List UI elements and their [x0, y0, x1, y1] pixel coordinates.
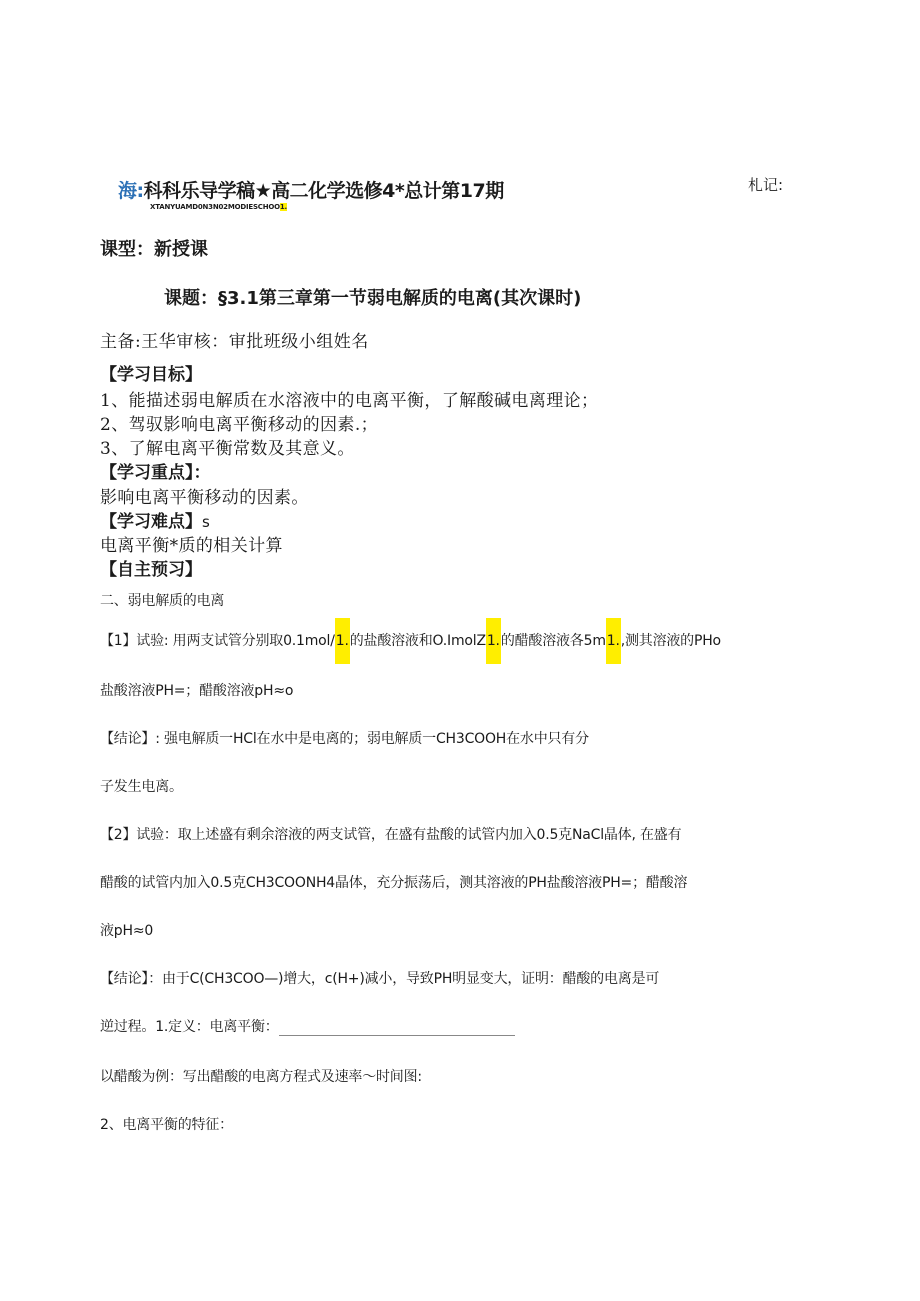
exp1-text-a: 【1】试验: 用两支试管分别取0.1mol/: [100, 633, 335, 649]
margin-note-label: 札记:: [748, 176, 784, 194]
difficulty-heading-label: 【学习难点】: [100, 512, 202, 532]
subtitle-text: XTANYUAMD0N3N02MODIESCHOO: [150, 203, 280, 211]
conclusion-1-line: 子发生电离。: [100, 779, 183, 795]
difficulty-text: 电离平衡*质的相关计算: [100, 536, 283, 556]
example-prompt: 以醋酸为例：写出醋酸的电离方程式及速率～时间图:: [100, 1069, 422, 1085]
experiment-2-line: 【2】试验：取上述盛有剩余溶液的两支试管，在盛有盐酸的试管内加入0.5克NaCl晶体, 在盛有: [100, 827, 682, 843]
exp1-highlight-a: 1.: [335, 618, 350, 664]
key-points-text: 影响电离平衡移动的因素。: [100, 488, 309, 508]
goal-item: 2、驾驭影响电离平衡移动的因素.；: [100, 415, 379, 435]
preparer-line: 主备:王华审核：审批班级小组姓名: [100, 332, 369, 352]
course-type: 课型：新授课: [100, 239, 208, 260]
header-subtitle: [150, 203, 287, 211]
experiment-2-line: 醋酸的试管内加入0.5克CH3COONH4晶体，充分振荡后，测其溶液的PH盐酸溶液PH=；醋酸溶: [100, 875, 688, 891]
exp1-text-c: 的醋酸溶液各5m: [500, 633, 606, 649]
exp1-text-d: ,测其溶液的PHo: [620, 633, 721, 649]
definition-blank[interactable]: [279, 1021, 515, 1036]
exp1-text-b: 的盐酸溶液和O.ImolZ: [349, 633, 486, 649]
difficulty-heading: [100, 507, 210, 532]
experiment-2-line: 液pH≈0: [100, 923, 154, 939]
goals-heading: 【学习目标】: [100, 365, 202, 385]
conclusion-2-line: [100, 1016, 515, 1036]
experiment-1: [100, 618, 721, 664]
conclusion-1-line: 【结论】: 强电解质一HCl在水中是电离的；弱电解质一CH3COOH在水中只有分: [100, 731, 589, 747]
header-title: 科科乐导学稿★高二化学选修4*总计第17期: [143, 180, 504, 202]
preview-heading: 【自主预习】: [100, 560, 202, 580]
experiment-1-result: 盐酸溶液PH=；醋酸溶液pH≈o: [100, 683, 294, 699]
goal-item: 1、能描述弱电解质在水溶液中的电离平衡，了解酸碱电离理论；: [100, 391, 599, 411]
features-prompt: 2、电离平衡的特征：: [100, 1117, 233, 1133]
document-header: [118, 176, 504, 203]
lesson-topic: 课题：§3.1第三章第一节弱电解质的电离(其次课时): [164, 288, 582, 309]
conclusion-2-line: 【结论】：由于C(CH3COO—)增大，c(H+)减小，导致PH明显变大，证明：醋酸的电离是可: [100, 971, 660, 987]
school-logo: 海:: [118, 180, 144, 202]
exp1-highlight-b: 1.: [486, 618, 501, 664]
goal-item: 3、了解电离平衡常数及其意义。: [100, 439, 355, 459]
difficulty-suffix: s: [202, 513, 210, 531]
subtitle-highlight: 1.: [279, 203, 288, 211]
definition-label: 逆过程。1.定义：电离平衡：: [100, 1019, 279, 1035]
section-title: 二、弱电解质的电离: [100, 593, 225, 609]
key-points-heading: 【学习重点】：: [100, 463, 211, 483]
exp1-highlight-c: 1.: [606, 618, 621, 664]
